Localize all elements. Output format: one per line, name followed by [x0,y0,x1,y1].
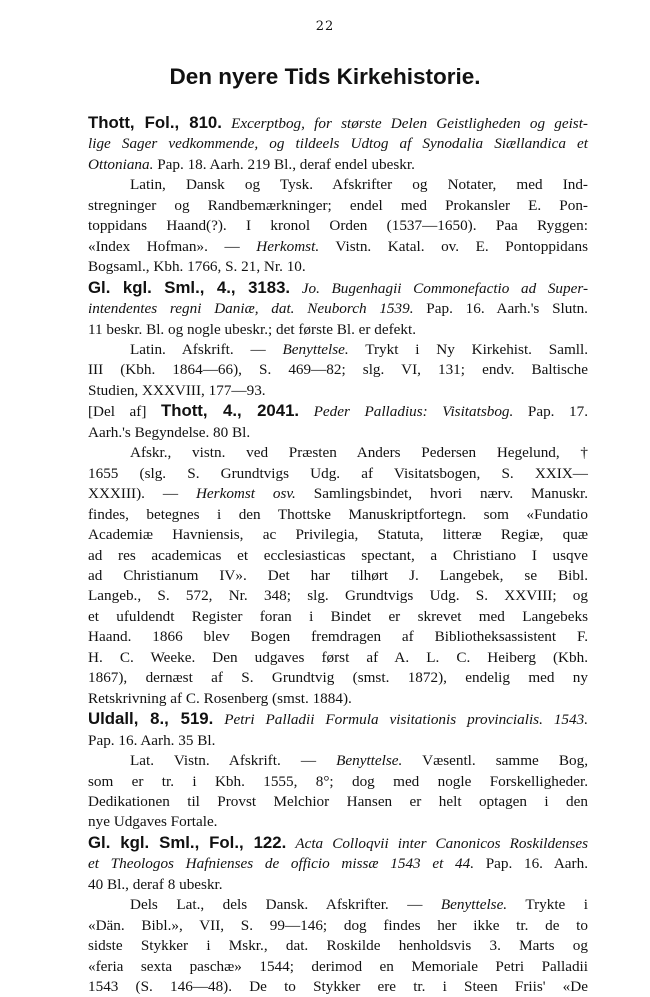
text-segment: Latin, Dansk og Tysk. Afskrifter og Notater, med Ind- [130,176,588,194]
text-line [88,401,588,422]
text-segment: Pap. 16. Aarh. [474,855,588,873]
text-line [88,505,588,525]
text-segment: 1867), dernæst af S. Grundtvig (smst. 1872), endelig med ny [88,669,588,687]
text-segment: Dedikationen til Provst Melchior Hansen er helt optagen i den [88,792,588,810]
text-line [88,875,588,895]
text-segment: Pap. 16. Aarh. 35 Bl. [88,731,216,749]
text-segment: «Dän. Bibl.», VII, S. 99—146; dog findes her ikke tr. de to [88,916,588,934]
text-line [88,854,588,874]
text-segment: H. C. Weeke. Den udgaves først af A. L. C. Heiberg (Kbh. [88,648,588,666]
text-line [88,772,588,792]
text-segment: Academiæ Havniensis, ac Privilegia, Statuta, litteræ Regiæ, quæ [88,526,588,544]
text-line [88,113,588,134]
italic-text: Excerptbog, for største Delen Geistligheden og geist- [231,115,588,132]
italic-text: Benyttelse. [336,752,403,770]
page-number: 22 [315,19,335,34]
text-segment: 40 Bl., deraf 8 ubeskr. [88,875,223,893]
text-segment: Vistn. Katal. ov. E. Pontoppidans [319,237,588,255]
shelfmark: Uldall, 8., 519. [88,709,214,729]
text-line [88,648,588,668]
text-line [88,443,588,463]
text-line [88,607,588,627]
italic-text: Petri Palladii Formula visitationis provincialis. 1543. [224,711,588,729]
text-segment: XXXIII). — [88,485,196,503]
text-segment: Samlingsbindet, hvori nærv. Manuskr. [295,485,588,503]
text-line [88,936,588,956]
text-segment [222,115,231,132]
text-line [88,484,588,504]
text-segment: 1543 (S. 146—48). De to Stykker ere tr. i Steen Friis' «De [88,978,588,996]
text-segment: Retskrivning af C. Rosenberg (smst. 1884). [88,689,352,707]
text-segment: et ufuldendt Register foran i Bindet er skrevet med Langebeks [88,607,588,625]
text-segment: Trykte i [507,896,588,914]
text-line [88,155,588,175]
italic-text: Benyttelse. [440,896,508,914]
text-segment: ad res academicas et ecclesiasticas spectant, a Christiano I usqve [88,546,588,564]
page-title: Den nyere Tids Kirkehistorie. [169,64,481,89]
text-segment: Langeb., S. 572, Nr. 348; slg. Grundtvigs Udg. S. XXVIII; og [88,587,588,605]
text-line [88,175,588,195]
text-segment: Aarh.'s Begyndelse. 80 Bl. [88,423,251,441]
text-segment: Trykt i Ny Kirkehist. Samll. [348,340,588,358]
text-line [88,320,588,340]
text-line [88,525,588,545]
text-segment: 11 beskr. Bl. og nogle ubeskr.; det første Bl. er defekt. [88,320,417,338]
italic-text: Ottoniana. [88,155,154,173]
text-segment: III (Kbh. 1864—66), S. 469—82; slg. VI, 131; endv. Baltische [88,361,588,379]
text-segment: findes, betegnes i den Thottske Manuskriptfortegn. som «Fundatio [88,505,588,523]
shelfmark: Thott, 4., 2041. [160,401,300,421]
text-segment: [Del af] [88,403,161,421]
text-line [88,381,588,401]
text-segment: toppidans Haand(?). I kronol Orden (1537—1650). Paa Ryggen: [88,217,588,235]
shelfmark: Thott, Fol., 810. [88,113,222,132]
text-segment: Pap. 16. Aarh.'s Slutn. [413,300,588,318]
text-segment: Pap. 17. [513,403,589,421]
text-line [88,586,588,606]
text-segment: Afskr., vistn. ved Præsten Anders Pedersen Hegelund, † [130,444,588,462]
text-segment: Dels Lat., dels Dansk. Afskrifter. — [130,896,441,914]
text-segment: Pap. 18. Aarh. 219 Bl., deraf endel ubeskr. [153,155,415,173]
text-line [88,895,588,915]
text-line [88,627,588,647]
text-line [88,237,588,257]
text-segment: 1655 (slg. S. Grundtvigs Udg. af Visitatsbogen, S. XXIX— [88,464,588,482]
italic-text: lige Sager vedkommende, og tildeels Udtog af Synodalia Siællandica et [88,135,588,153]
text-segment [299,403,314,420]
text-line [88,423,588,443]
text-line [88,360,588,380]
italic-text: Jo. Bugenhagii Commonefactio ad Super- [301,279,589,297]
text-line [88,709,588,730]
text-line [88,792,588,812]
text-line [88,751,588,771]
text-line [88,340,588,360]
text-line [88,546,588,566]
text-segment: ad Christianum IV». Det har tilhørt J. Langebek, se Bibl. [88,566,588,584]
italic-text: et Theologos Hafnienses de officio missæ 1543 et 44. [88,855,474,873]
italic-text: Herkomst osv. [195,485,296,503]
text-line [88,464,588,484]
text-line [88,299,588,319]
body-text [88,113,588,997]
text-line [88,216,588,236]
text-segment: «Index Hofman». — [88,237,257,255]
italic-text: Benyttelse. [282,340,349,358]
text-segment: Studien, XXXVIII, 177—93. [88,381,266,399]
text-segment: nye Udgaves Fortale. [88,813,218,831]
text-line [88,566,588,586]
shelfmark: Gl. kgl. Sml., 4., 3183. [88,277,291,297]
italic-text: intendentes regni Daniæ, dat. Neuborch 1539. [88,300,414,318]
italic-text: Herkomst. [256,237,320,255]
text-segment: Haand. 1866 blev Bogen fremdragen af Bibliotheksassistent F. [88,628,588,646]
text-line [88,196,588,216]
text-segment: Væsentl. samme Bog, [402,752,588,770]
text-line [88,833,588,854]
text-line [88,731,588,751]
text-line [88,812,588,832]
shelfmark: Gl. kgl. Sml., Fol., 122. [88,832,287,852]
text-segment [286,835,295,852]
text-segment: Latin. Afskrift. — [130,340,283,358]
text-line [88,134,588,154]
text-segment: stregninger og Randbemærkninger; endel med Prokansler E. Pon- [88,196,588,214]
text-line [88,668,588,688]
text-line [88,977,588,997]
text-segment: som er tr. i Kbh. 1555, 8°; dog med nogle Forskelligheder. [88,772,588,790]
text-line [88,278,588,299]
text-line [88,257,588,277]
italic-text: Acta Colloqvii inter Canonicos Roskildenses [295,834,589,852]
text-segment: «feria sexta paschæ» 1544; derimod en Memoriale Petri Palladii [88,957,588,975]
text-segment: Bogsaml., Kbh. 1766, S. 21, Nr. 10. [88,258,306,276]
italic-text: Peder Palladius: Visitatsbog. [313,403,514,421]
text-segment [290,280,302,297]
text-line [88,689,588,709]
text-line [88,957,588,977]
text-segment: Lat. Vistn. Afskrift. — [130,752,337,770]
text-segment [213,711,224,728]
text-segment: sidste Stykker i Mskr., dat. Roskilde henholdsvis 3. Marts og [88,937,588,955]
text-line [88,916,588,936]
